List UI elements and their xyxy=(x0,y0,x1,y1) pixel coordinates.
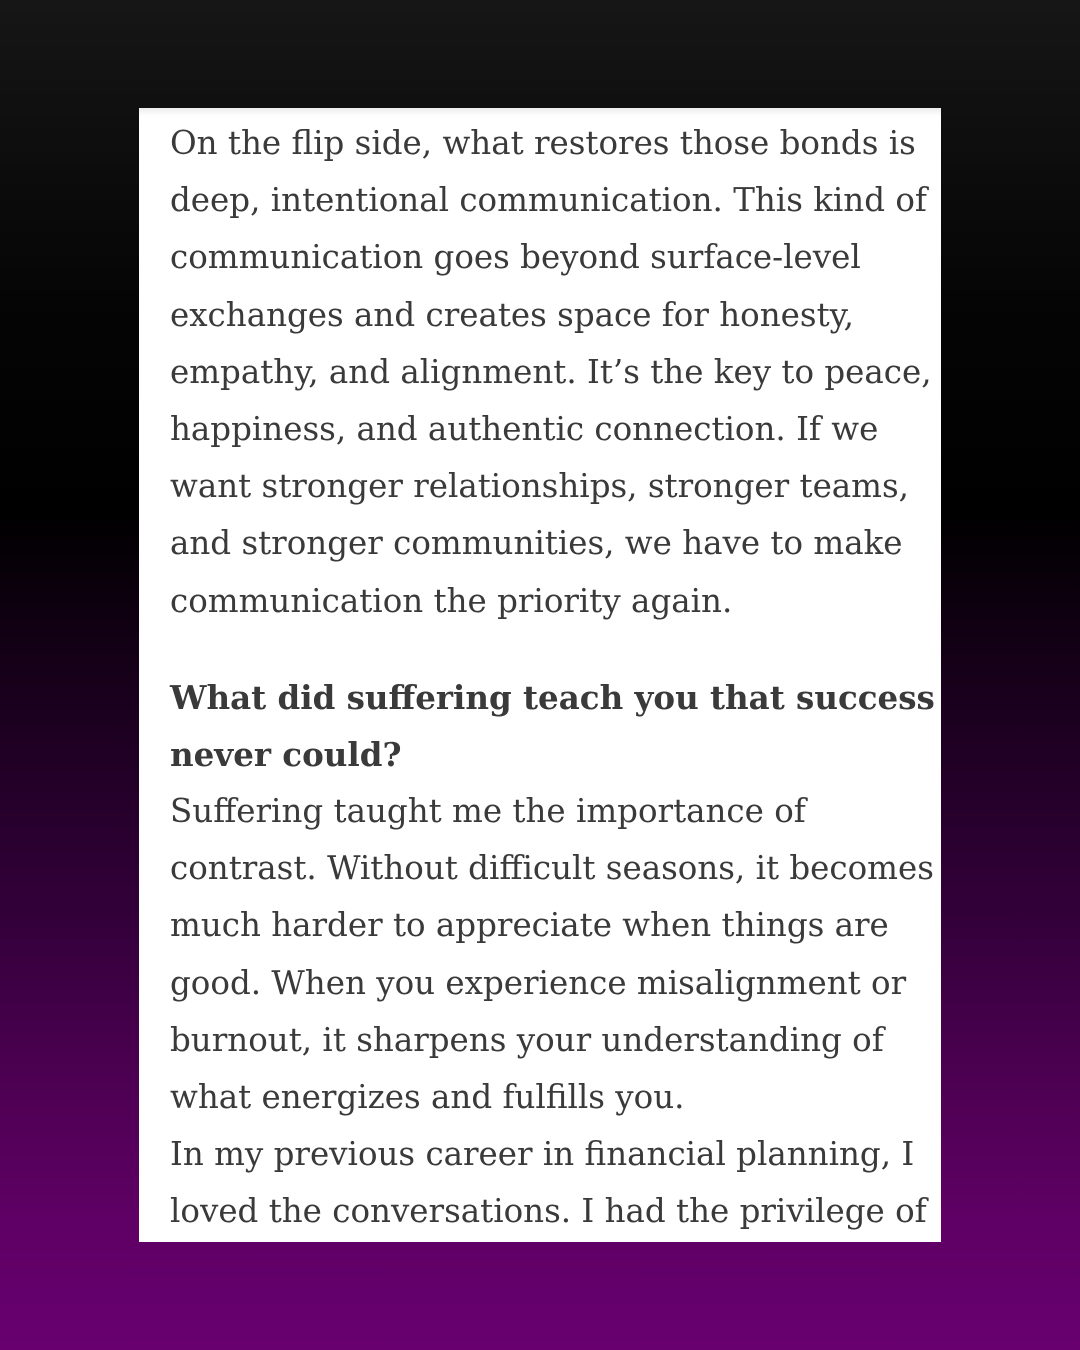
question-heading xyxy=(170,669,935,783)
text-line: communication goes beyond surface-level xyxy=(170,238,861,277)
text-line: exchanges and creates space for honesty, xyxy=(170,295,855,334)
text-line: much harder to appreciate when things are xyxy=(170,906,889,945)
heading-line: never could? xyxy=(170,734,402,774)
article-card xyxy=(139,108,941,1242)
text-line: communication the priority again. xyxy=(170,581,733,620)
text-line: happiness, and authentic connection. If we xyxy=(170,409,879,448)
text-line: loved the conversations. I had the privilege of xyxy=(170,1192,927,1231)
text-line: good. When you experience misalignment or xyxy=(170,963,907,1002)
text-line: On the flip side, what restores those bonds is xyxy=(170,124,916,162)
article-text xyxy=(170,108,935,1241)
text-line: Suffering taught me the importance of xyxy=(170,792,806,831)
paragraph-suffering xyxy=(170,783,934,1126)
paragraph-communication xyxy=(170,115,930,630)
heading-line: What did suffering teach you that success xyxy=(170,677,935,717)
text-line: empathy, and alignment. It’s the key to peace, xyxy=(170,352,932,391)
text-line: In my previous career in financial planning, I xyxy=(170,1135,915,1174)
text-line: want stronger relationships, stronger teams, xyxy=(170,467,910,506)
paragraph-career xyxy=(170,1126,930,1240)
text-line: contrast. Without difficult seasons, it becomes xyxy=(170,849,934,888)
text-line: what energizes and fulfills you. xyxy=(170,1078,685,1116)
text-line: burnout, it sharpens your understanding of xyxy=(170,1020,884,1059)
text-line: deep, intentional communication. This kind of xyxy=(170,181,927,220)
text-line: and stronger communities, we have to make xyxy=(170,524,903,563)
